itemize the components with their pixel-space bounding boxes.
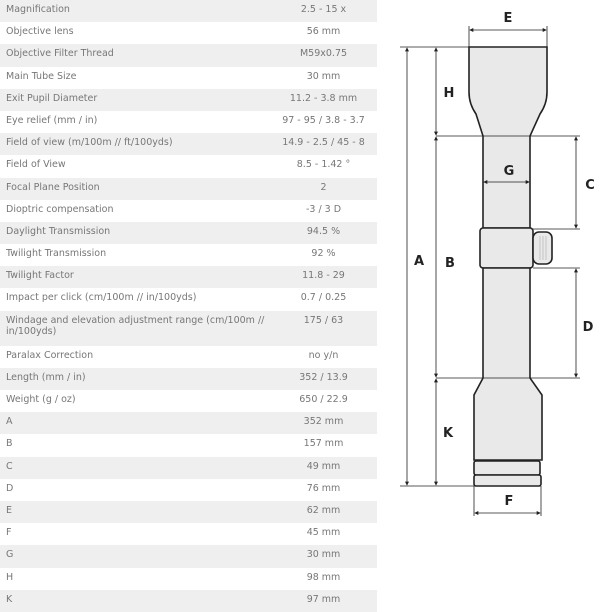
spec-value: 157 mm	[303, 438, 344, 450]
spec-value: no y/n	[308, 349, 339, 361]
spec-value: 14.9 - 2.5 / 45 - 8	[282, 137, 365, 149]
spec-value: 49 mm	[306, 460, 341, 472]
label-g: G	[503, 164, 515, 179]
label-k: K	[442, 426, 454, 441]
label-f: F	[504, 494, 514, 509]
spec-label: Magnification	[6, 4, 70, 15]
spec-label: Dioptric compensation	[6, 203, 114, 215]
label-a: A	[413, 254, 425, 269]
spec-value: -3 / 3 D	[305, 203, 342, 215]
label-b: B	[445, 256, 455, 271]
spec-value: 30 mm	[306, 549, 341, 561]
spec-label: D	[6, 482, 14, 494]
spec-value: 97 mm	[306, 593, 341, 605]
spec-label: Objective Filter Thread	[6, 48, 114, 60]
spec-value: 2	[320, 181, 327, 193]
spec-label: Weight (g / oz)	[6, 394, 76, 405]
spec-value: 56 mm	[306, 26, 341, 38]
spec-label: Length (mm / in)	[6, 371, 86, 383]
spec-label: Windage and elevation adjustment range (cm/100m // in/100yds)	[6, 314, 265, 337]
label-e: E	[503, 11, 513, 26]
spec-label: F	[6, 527, 12, 539]
spec-label: B	[6, 438, 13, 450]
spec-value: 175 / 63	[303, 314, 344, 326]
spec-label: Twilight Transmission	[6, 248, 107, 260]
spec-value: M59x0.75	[299, 48, 348, 60]
spec-label: Daylight Transmission	[6, 225, 111, 237]
spec-label: Field of view (m/100m // ft/100yds)	[6, 137, 173, 149]
spec-value: 352 / 13.9	[299, 371, 348, 383]
label-c: C	[585, 178, 595, 193]
spec-label: A	[6, 416, 13, 428]
scope-outline	[469, 47, 552, 486]
spec-label: K	[6, 593, 13, 605]
label-d: D	[582, 320, 594, 335]
spec-label: Twilight Factor	[6, 270, 74, 282]
spec-label: Paralax Correction	[6, 349, 94, 361]
spec-value: 11.8 - 29	[302, 270, 345, 282]
spec-value: 92 %	[311, 248, 336, 260]
spec-label: Field of View	[6, 159, 66, 171]
spec-value: 30 mm	[306, 70, 341, 82]
spec-value: 352 mm	[303, 416, 344, 428]
spec-label: Eye relief (mm / in)	[6, 114, 98, 126]
spec-label: E	[6, 504, 13, 516]
spec-label: C	[6, 460, 13, 472]
spec-value: 98 mm	[306, 571, 341, 583]
spec-label: Main Tube Size	[6, 70, 77, 82]
spec-label: Impact per click (cm/100m // in/100yds)	[6, 292, 197, 304]
spec-label: G	[6, 549, 14, 561]
spec-label: H	[6, 571, 14, 583]
spec-label: Objective lens	[6, 26, 74, 38]
spec-value: 62 mm	[306, 504, 341, 516]
spec-label: Focal Plane Position	[6, 181, 100, 193]
spec-value: 76 mm	[306, 482, 341, 494]
spec-value: 94.5 %	[306, 225, 341, 237]
spec-value: 11.2 - 3.8 mm	[289, 92, 358, 104]
spec-value: 45 mm	[306, 527, 341, 539]
spec-value: 2.5 - 15 x	[300, 4, 347, 15]
spec-value: 650 / 22.9	[299, 394, 348, 405]
spec-value: 97 - 95 / 3.8 - 3.7	[282, 114, 365, 126]
spec-value: 0.7 / 0.25	[300, 292, 347, 304]
label-h: H	[443, 86, 455, 101]
spec-label: Exit Pupil Diameter	[6, 92, 98, 104]
spec-value: 8.5 - 1.42 °	[296, 159, 351, 171]
